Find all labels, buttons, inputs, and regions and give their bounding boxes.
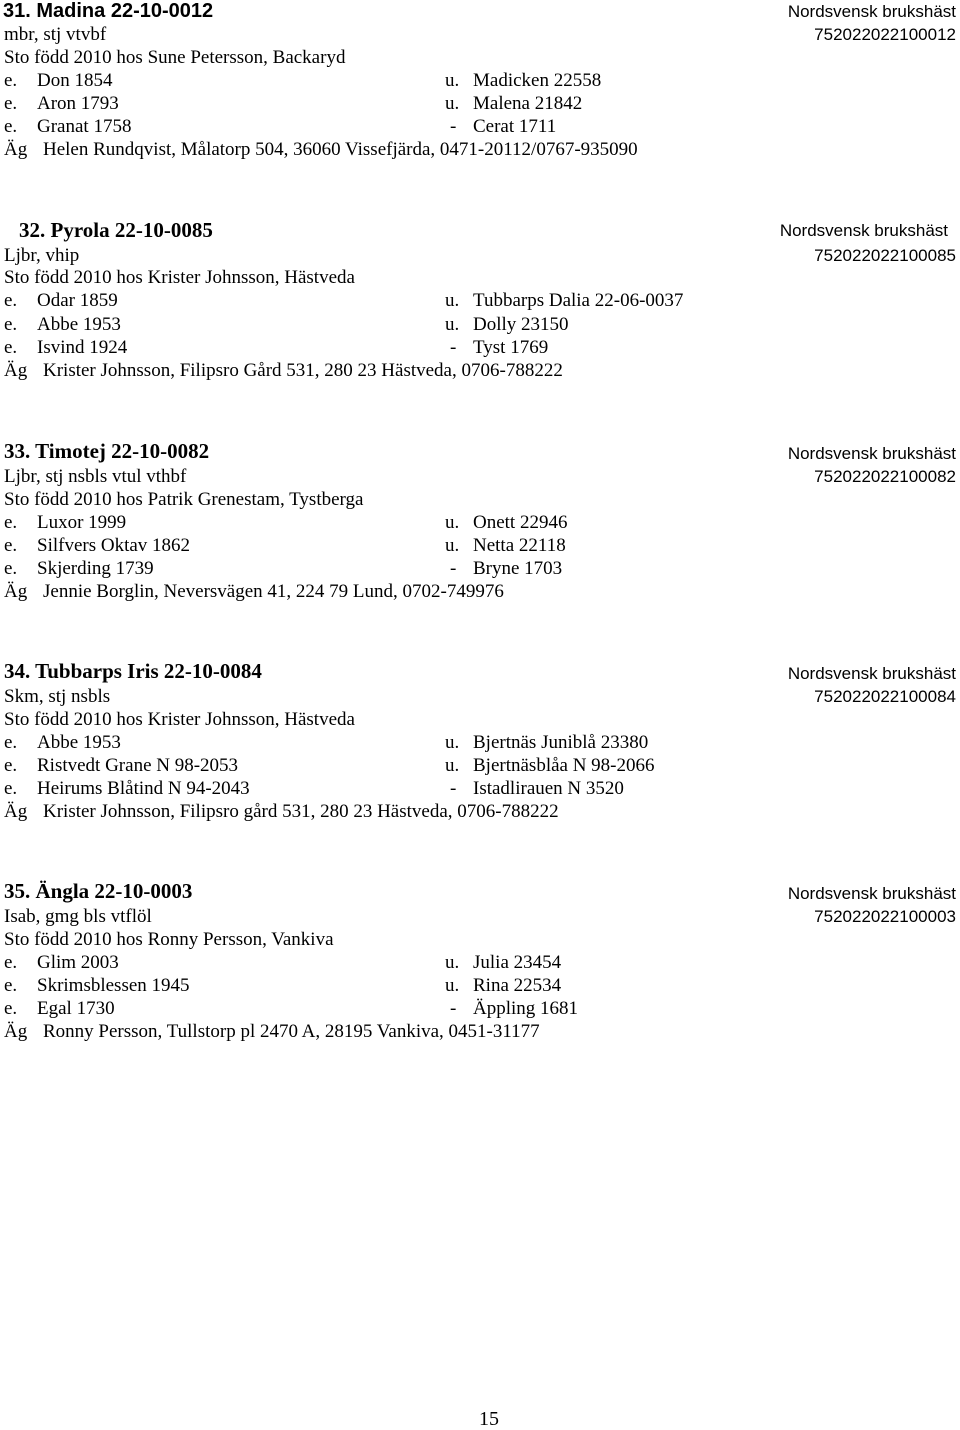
dam-name: Malena 21842 [473, 93, 583, 114]
sire-name: Abbe 1953 [37, 732, 121, 753]
dam-label: u. [445, 93, 460, 114]
pedigree-row [0, 754, 960, 777]
sire-label: e. [4, 952, 18, 973]
dam-label: u. [445, 732, 460, 753]
sire-label: e. [4, 732, 18, 753]
dam-name: Äppling 1681 [473, 998, 579, 1019]
owner-label: Äg [4, 360, 28, 381]
pedigree-row [0, 557, 960, 580]
pedigree-row [0, 289, 960, 312]
sire-label: e. [4, 116, 18, 137]
sire-label: e. [4, 998, 18, 1019]
entry-name: Pyrola 22-10-0085 [50, 218, 213, 242]
pedigree-row [0, 336, 960, 359]
sire-label: e. [4, 535, 18, 556]
dam-name: Madicken 22558 [473, 70, 602, 91]
sire-name: Abbe 1953 [37, 314, 121, 335]
sire-label: e. [4, 975, 18, 996]
entry-title [4, 440, 209, 463]
dam-name: Julia 23454 [473, 952, 562, 973]
born-info: Sto född 2010 hos Ronny Persson, Vankiva [4, 929, 334, 950]
sire-label: e. [4, 290, 18, 311]
owner-label: Äg [4, 1021, 28, 1042]
dam-name: Bjertnäs Juniblå 23380 [473, 732, 649, 753]
dam-name: Netta 22118 [473, 535, 566, 556]
sire-label: e. [4, 512, 18, 533]
entry-number: 35. [4, 879, 31, 903]
dam-name: Istadlirauen N 3520 [473, 778, 624, 799]
entry-name: Timotej 22-10-0082 [35, 439, 210, 463]
owner-label: Äg [4, 801, 28, 822]
sire-name: Heirums Blåtind N 94-2043 [37, 778, 250, 799]
page-number: 15 [479, 1408, 499, 1430]
entry-number: 31. [3, 0, 31, 22]
owner-row [0, 138, 960, 161]
entry-name: Ängla 22-10-0003 [35, 879, 193, 903]
dam-label: u. [445, 290, 460, 311]
pedigree-row [0, 115, 960, 138]
pedigree-row [0, 951, 960, 974]
owner-text: Krister Johnsson, Filipsro Gård 531, 280 23 Hästveda, 0706-788222 [43, 360, 563, 381]
entry-title [3, 0, 213, 23]
entry-number: 33. [4, 439, 31, 463]
id-number: 752022022100012 [814, 25, 956, 44]
breed-label: Nordsvensk brukshäst [787, 2, 956, 21]
color-markings: Skm, stj nsbls [4, 686, 111, 707]
owner-row [0, 580, 960, 603]
entry-name: Madina 22-10-0012 [36, 0, 214, 22]
color-markings: mbr, stj vtvbf [4, 24, 107, 45]
color-markings: Ljbr, stj nsbls vtul vthbf [4, 466, 187, 487]
id-number: 752022022100003 [814, 907, 956, 926]
owner-row [0, 1020, 960, 1043]
sire-label: e. [4, 558, 18, 579]
owner-text: Jennie Borglin, Neversvägen 41, 224 79 Lund, 0702-749976 [43, 581, 504, 602]
dam-label: - [450, 337, 457, 358]
pedigree-row [0, 92, 960, 115]
born-info: Sto född 2010 hos Sune Petersson, Backaryd [4, 47, 346, 68]
entry-name: Tubbarps Iris 22-10-0084 [35, 659, 262, 683]
sire-name: Isvind 1924 [37, 337, 128, 358]
dam-label: u. [445, 952, 460, 973]
dam-label: - [450, 998, 457, 1019]
born-info: Sto född 2010 hos Krister Johnsson, Hästveda [4, 267, 355, 288]
pedigree-row [0, 313, 960, 336]
dam-name: Cerat 1711 [473, 116, 557, 137]
sire-label: e. [4, 755, 18, 776]
owner-text: Ronny Persson, Tullstorp pl 2470 A, 28195 Vankiva, 0451-31177 [43, 1021, 540, 1042]
owner-label: Äg [4, 139, 28, 160]
owner-text: Helen Rundqvist, Målatorp 504, 36060 Vissefjärda, 0471-20112/0767-935090 [43, 139, 638, 160]
breed-label: Nordsvensk brukshäst [787, 884, 956, 903]
sire-name: Aron 1793 [37, 93, 119, 114]
id-number: 752022022100082 [814, 467, 956, 486]
entry-title [19, 219, 213, 242]
sire-name: Odar 1859 [37, 290, 118, 311]
id-number: 752022022100084 [814, 687, 956, 706]
dam-label: u. [445, 314, 460, 335]
sire-name: Granat 1758 [37, 116, 132, 137]
dam-label: u. [445, 755, 460, 776]
dam-label: - [450, 778, 457, 799]
dam-label: u. [445, 535, 460, 556]
sire-name: Skrimsblessen 1945 [37, 975, 190, 996]
sire-label: e. [4, 337, 18, 358]
color-markings: Ljbr, vhip [4, 245, 80, 266]
dam-label: u. [445, 70, 460, 91]
dam-label: - [450, 558, 457, 579]
sire-label: e. [4, 778, 18, 799]
owner-row [0, 359, 960, 382]
entry-title [4, 880, 192, 903]
breed-label: Nordsvensk brukshäst [779, 221, 948, 240]
dam-name: Bjertnäsblåa N 98-2066 [473, 755, 655, 776]
pedigree-row [0, 69, 960, 92]
born-info: Sto född 2010 hos Patrik Grenestam, Tystberga [4, 489, 364, 510]
born-info: Sto född 2010 hos Krister Johnsson, Hästveda [4, 709, 355, 730]
dam-label: u. [445, 512, 460, 533]
sire-name: Skjerding 1739 [37, 558, 154, 579]
pedigree-row [0, 997, 960, 1020]
dam-name: Dolly 23150 [473, 314, 569, 335]
pedigree-row [0, 511, 960, 534]
dam-name: Rina 22534 [473, 975, 562, 996]
entry-number: 34. [4, 659, 31, 683]
owner-row [0, 800, 960, 823]
breed-label: Nordsvensk brukshäst [787, 664, 956, 683]
dam-label: - [450, 116, 457, 137]
sire-label: e. [4, 93, 18, 114]
sire-name: Don 1854 [37, 70, 113, 91]
sire-label: e. [4, 314, 18, 335]
entry-number: 32. [19, 218, 46, 242]
pedigree-row [0, 534, 960, 557]
dam-label: u. [445, 975, 460, 996]
dam-name: Tyst 1769 [473, 337, 549, 358]
sire-name: Egal 1730 [37, 998, 115, 1019]
pedigree-row [0, 731, 960, 754]
id-number: 752022022100085 [814, 246, 956, 265]
sire-name: Glim 2003 [37, 952, 119, 973]
dam-name: Onett 22946 [473, 512, 568, 533]
dam-name: Tubbarps Dalia 22-06-0037 [473, 290, 684, 311]
pedigree-row [0, 974, 960, 997]
sire-label: e. [4, 70, 18, 91]
sire-name: Silfvers Oktav 1862 [37, 535, 191, 556]
sire-name: Ristvedt Grane N 98-2053 [37, 755, 239, 776]
dam-name: Bryne 1703 [473, 558, 563, 579]
entry-title [4, 660, 262, 683]
owner-label: Äg [4, 581, 28, 602]
breed-label: Nordsvensk brukshäst [787, 444, 956, 463]
sire-name: Luxor 1999 [37, 512, 127, 533]
owner-text: Krister Johnsson, Filipsro gård 531, 280 23 Hästveda, 0706-788222 [43, 801, 559, 822]
color-markings: Isab, gmg bls vtflöl [4, 906, 152, 927]
pedigree-row [0, 777, 960, 800]
